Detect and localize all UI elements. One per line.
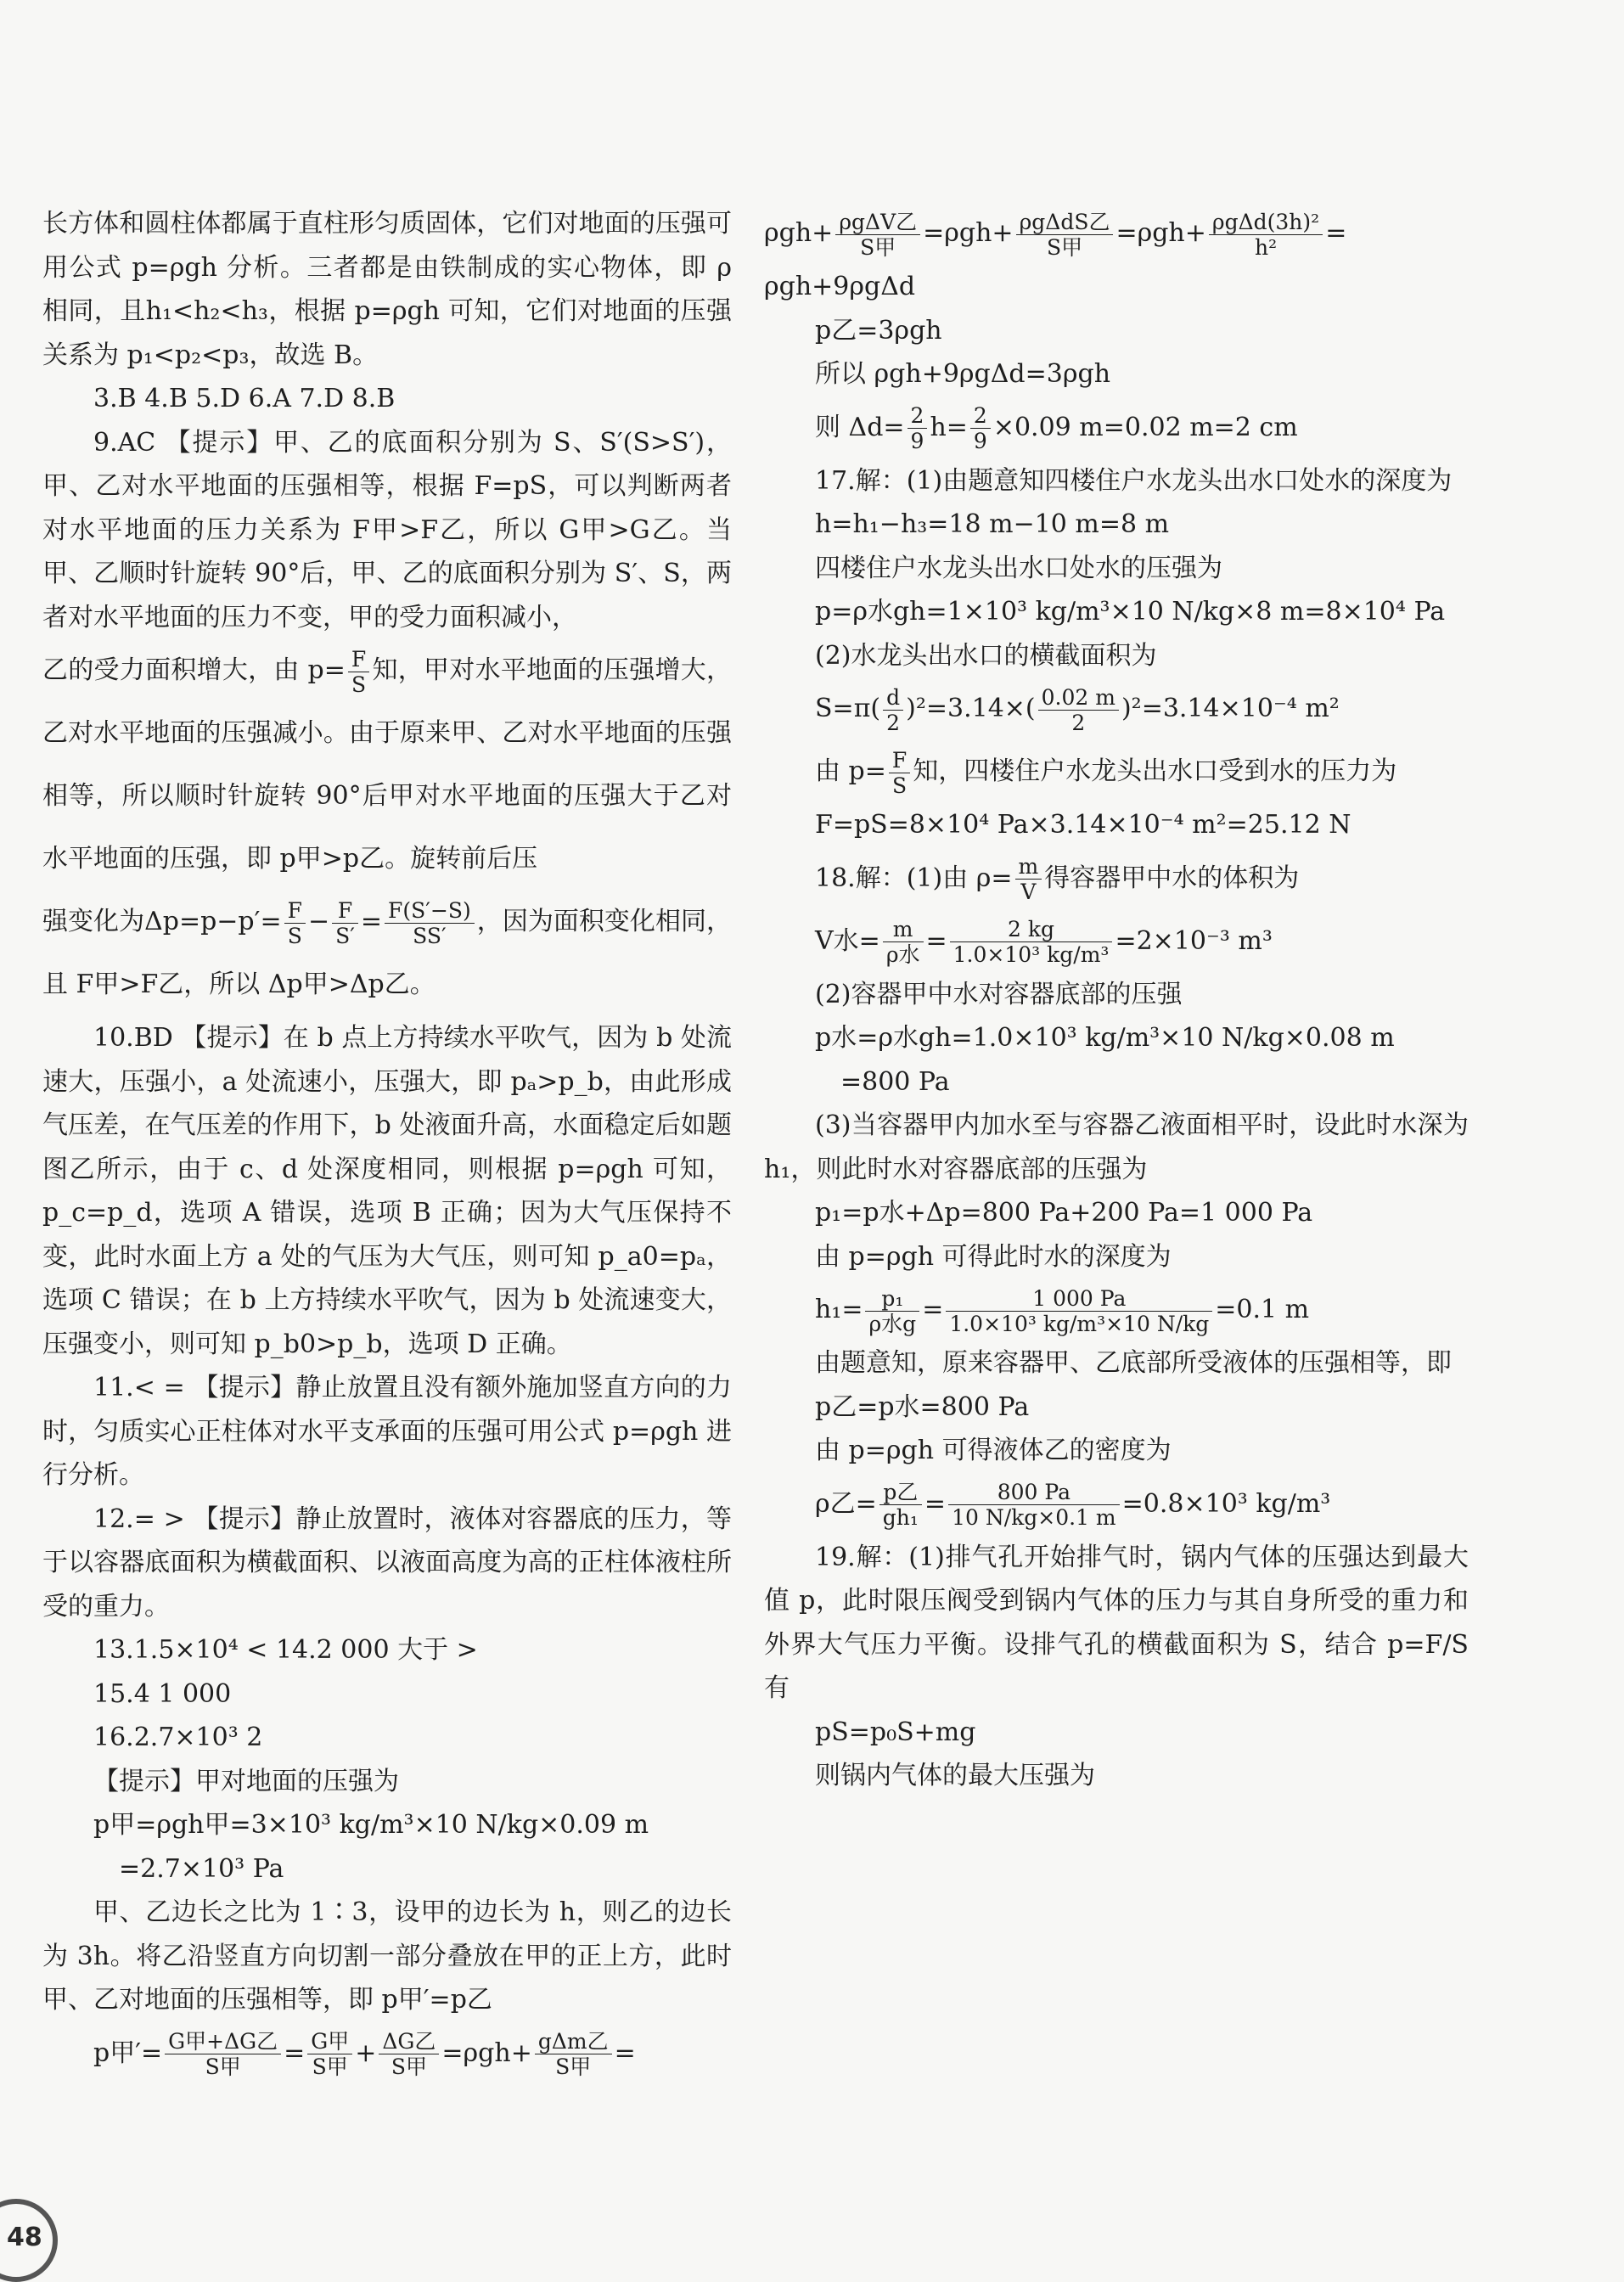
text-line	[764, 910, 1469, 973]
fraction	[379, 2029, 439, 2079]
formula-text: 强变化为Δp=p−p′=	[42, 907, 282, 936]
fraction-denominator: 1.0×10³ kg/m³	[952, 942, 1110, 967]
text-line: pS=p₀S+mg	[815, 1717, 976, 1747]
fraction-denominator: 2	[886, 710, 901, 735]
formula-text: ，因为面积变化相同，且 F甲>F乙，所以 Δp甲>Δp乙。	[42, 907, 733, 999]
formula-text: =	[925, 925, 947, 956]
formula-text: )²=3.14×10⁻⁴ m²	[1121, 694, 1340, 723]
fraction-numerator: 2 kg	[950, 917, 1113, 942]
fraction	[883, 917, 924, 967]
text-line: (3)当容器甲内加水至与容器乙液面相平时，设此时水深为 h₁，则此时水对容器底部的压强为	[764, 1110, 1469, 1184]
formula-text: =ρgh+	[441, 2038, 532, 2068]
fraction	[950, 917, 1113, 967]
fraction-numerator: 2	[908, 403, 928, 429]
formula-text: 知，甲对水平地面的压强增大，乙对水平地面的压强减小。由于原来甲、乙对水平地面的压强相等，所以顺时针旋转 90°后甲对水平地面的压强大于乙对水平地面的压强，即 p甲>p乙。旋转前后压	[42, 655, 732, 874]
fraction-numerator: G甲+ΔG乙	[165, 2029, 281, 2054]
fraction	[1209, 210, 1323, 260]
text-line: (2)水龙头出水口的横截面积为	[815, 640, 1157, 671]
fraction	[889, 748, 910, 798]
text-line	[42, 2022, 732, 2085]
fraction	[1038, 685, 1119, 735]
fraction-numerator: 800 Pa	[948, 1480, 1120, 1505]
fraction	[879, 1480, 922, 1530]
text-line: =2.7×10³ Pa	[119, 1853, 284, 1884]
text-line: 12.= > 【提示】静止放置时，液体对容器底的压力，等于以容器底面积为横截面积、以液面高度为高的正柱体液柱所受的重力。	[42, 1504, 732, 1622]
text-line: 15.4 1 000	[93, 1678, 232, 1709]
fraction-denominator: S甲	[860, 234, 896, 260]
fraction	[908, 403, 928, 453]
fraction-denominator: S甲	[391, 2054, 427, 2079]
fraction-numerator: F	[332, 898, 358, 924]
fraction	[535, 2029, 612, 2079]
formula-text: 则 Δd=	[815, 412, 905, 442]
fraction-numerator: gΔm乙	[535, 2029, 612, 2054]
formula-text: =0.1 m	[1215, 1295, 1310, 1324]
formula-text: =	[360, 907, 383, 936]
fraction	[865, 1286, 919, 1336]
fraction-denominator: S	[351, 672, 367, 697]
text-line: 9.AC 【提示】甲、乙的底面积分别为 S、S′(S>S′)，甲、乙对水平地面的压强相等，根据 F=pS，可以判断两者对水平地面的压力关系为 F甲>F乙，所以 G甲>G乙。当甲、乙顺时针旋转 90°后，甲、乙的底面积分别为 S′、S，两者对水平地面的压力不变，甲的受力面积减小，	[42, 427, 732, 632]
page-number-badge	[0, 2207, 58, 2260]
formula-text: p甲′=	[93, 2038, 163, 2068]
text-line: p乙=p水=800 Pa	[815, 1391, 1030, 1422]
formula-text: h₁=	[815, 1295, 863, 1324]
text-line: p水=ρ水gh=1.0×10³ kg/m³×10 N/kg×0.08 m	[815, 1023, 1395, 1053]
text-line	[42, 639, 732, 891]
text-line: 3.B 4.B 5.D 6.A 7.D 8.B	[93, 384, 396, 413]
fraction-numerator: ρgΔd(3h)²	[1209, 210, 1323, 235]
fraction-numerator: 2	[970, 403, 991, 429]
formula-text: =0.8×10³ kg/m³	[1121, 1488, 1331, 1519]
formula-text: =ρgh+	[923, 218, 1014, 248]
fraction-denominator: S甲	[555, 2054, 592, 2079]
formula-text: ρ乙=	[815, 1488, 877, 1519]
text-line: 由 p=ρgh 可得液体乙的密度为	[815, 1436, 1172, 1465]
fraction-denominator: S甲	[1046, 234, 1083, 260]
text-line: 19.解：(1)排气孔开始排气时，锅内气体的压强达到最大值 p，此时限压阀受到锅内气体的压力与其自身所受的重力和外界大气压力平衡。设排气孔的横截面积为 S，结合 p=F/S 有	[764, 1542, 1469, 1703]
formula-text: 由 p=	[815, 756, 886, 786]
fraction	[1015, 854, 1042, 904]
fraction-numerator: ρgΔdS乙	[1016, 210, 1114, 235]
formula-text: =ρgh+	[1115, 218, 1206, 248]
formula-text: ×0.09 m=0.02 m=2 cm	[992, 412, 1298, 442]
fraction-denominator: 10 N/kg×0.1 m	[952, 1505, 1116, 1530]
text-line: 【提示】甲对地面的压强为	[93, 1766, 399, 1796]
fraction-denominator: 9	[910, 429, 924, 453]
fraction-numerator: m	[1015, 854, 1042, 880]
fraction-denominator: S	[892, 773, 908, 798]
fraction	[946, 1286, 1212, 1336]
text-line: 四楼住户水龙头出水口处水的压强为	[815, 553, 1222, 583]
fraction-denominator: S甲	[312, 2054, 348, 2079]
text-line: (2)容器甲中水对容器底部的压强	[815, 979, 1183, 1009]
text-line	[764, 396, 1469, 459]
text-line: p乙=3ρgh	[815, 315, 942, 346]
fraction-denominator: h²	[1254, 234, 1278, 260]
text-line: 10.BD 【提示】在 b 点上方持续水平吹气，因为 b 处流速大，压强小，a 处流速小，压强大，即 pₐ>p_b，由此形成气压差，在气压差的作用下，b 处液面升高，水面稳定后如题图乙所示，由于 c、d 处深度相同，则根据 p=ρgh 可知，p_c=p_d，选项 A 错误，选项 B 正确；因为大气压保持不变，此时水面上方 a 处的气压为大气压，则可知 p_a0=pₐ，选项 C 错误；在 b 上方持续水平吹气，因为 b 处流速变大，压强变小，则可知 p_b0>p_b，选项 D 正确。	[42, 1023, 732, 1359]
formula-text: h=	[930, 412, 968, 442]
fraction	[348, 647, 369, 697]
text-line: p甲=ρgh甲=3×10³ kg/m³×10 N/kg×0.09 m	[93, 1810, 649, 1840]
text-line: F=pS=8×10⁴ Pa×3.14×10⁻⁴ m²=25.12 N	[815, 810, 1351, 840]
formula-text: =	[924, 1488, 947, 1519]
fraction-numerator: 1 000 Pa	[946, 1286, 1212, 1312]
text-line	[764, 1473, 1469, 1536]
fraction-numerator: F	[348, 647, 369, 672]
text-line	[764, 847, 1469, 910]
fraction-numerator: F(S′−S)	[385, 898, 475, 924]
text-line: 甲、乙边长之比为 1∶3，设甲的边长为 h，则乙的边长为 3h。将乙沿竖直方向切割一部分叠放在甲的正上方，此时甲、乙对地面的压强相等，即 p甲′=p乙	[42, 1897, 732, 2015]
fraction-denominator: gh₁	[882, 1505, 919, 1530]
formula-text: S=π(	[815, 694, 881, 723]
fraction	[332, 898, 358, 948]
text-line	[764, 202, 1469, 265]
formula-text: =	[614, 2038, 636, 2068]
text-line: 则锅内气体的最大压强为	[815, 1761, 1095, 1790]
fraction	[385, 898, 475, 948]
fraction-numerator: 0.02 m	[1038, 685, 1119, 711]
formula-text: 乙的受力面积增大，由 p=	[42, 655, 346, 685]
text-line: 11.< = 【提示】静止放置且没有额外施加竖直方向的力时，匀质实心正柱体对水平支承面的压强可用公式 p=ρgh 进行分析。	[42, 1373, 732, 1490]
fraction-denominator: ρ水g	[868, 1311, 917, 1336]
page-number: 48	[7, 2223, 42, 2252]
fraction	[970, 403, 991, 453]
text-line: 16.2.7×10³ 2	[93, 1723, 263, 1752]
text-line: 长方体和圆柱体都属于直柱形匀质固体，它们对地面的压强可用公式 p=ρgh 分析。三者都是由铁制成的实心物体，即 ρ 相同，且h₁<h₂<h₃，根据 p=ρgh 可知，它们对地面的压强关系为 p₁<p₂<p₃，故选 B。	[42, 209, 732, 370]
fraction	[948, 1480, 1120, 1530]
text-line: 由 p=ρgh 可得此时水的深度为	[815, 1241, 1172, 1272]
fraction-denominator: V	[1020, 880, 1037, 904]
formula-text: =2×10⁻³ m³	[1115, 925, 1273, 956]
fraction	[883, 685, 903, 735]
text-line: 13.1.5×10⁴ < 14.2 000 大于 >	[93, 1635, 478, 1665]
text-line: p=ρ水gh=1×10³ kg/m³×10 N/kg×8 m=8×10⁴ Pa	[815, 597, 1446, 627]
text-line	[764, 740, 1469, 803]
formula-text: 得容器甲中水的体积为	[1044, 863, 1300, 893]
formula-text: −	[307, 907, 330, 936]
text-line: 由题意知，原来容器甲、乙底部所受液体的压强相等，即	[815, 1348, 1452, 1378]
fraction	[284, 898, 306, 948]
fraction	[835, 210, 920, 260]
fraction-numerator: ΔG乙	[379, 2029, 439, 2054]
fraction-denominator: ρ水	[885, 942, 920, 967]
fraction-denominator: S	[287, 923, 302, 948]
text-line: =800 Pa	[840, 1066, 950, 1097]
fraction-denominator: 1.0×10³ kg/m³×10 N/kg	[949, 1311, 1210, 1336]
fraction-numerator: G甲	[307, 2029, 352, 2054]
formula-text: +	[355, 2038, 377, 2068]
fraction-numerator: F	[284, 898, 306, 924]
formula-text: =	[922, 1295, 944, 1324]
fraction-numerator: p乙	[879, 1480, 922, 1505]
left-column	[42, 202, 732, 2085]
right-column	[764, 202, 1469, 1798]
formula-text: )²=3.14×(	[906, 694, 1036, 723]
fraction-denominator: S甲	[205, 2054, 241, 2079]
text-line: 所以 ρgh+9ρgΔd=3ρgh	[815, 359, 1111, 389]
fraction-denominator: 9	[973, 429, 987, 453]
text-line	[764, 1279, 1469, 1341]
fraction	[165, 2029, 281, 2079]
fraction-numerator: F	[889, 748, 910, 773]
fraction-numerator: p₁	[865, 1286, 919, 1312]
text-line: p₁=p水+Δp=800 Pa+200 Pa=1 000 Pa	[815, 1198, 1313, 1228]
formula-text: V水=	[815, 925, 880, 956]
formula-text: ρgh+	[764, 218, 834, 248]
fraction	[1016, 210, 1114, 260]
text-line: h=h₁−h₃=18 m−10 m=8 m	[815, 509, 1170, 539]
formula-text: =	[1325, 218, 1347, 248]
formula-text: 18.解：(1)由 ρ=	[815, 863, 1013, 893]
fraction-denominator: 2	[1071, 710, 1086, 735]
fraction-denominator: S′	[335, 923, 355, 948]
fraction-numerator: ρgΔV乙	[835, 210, 920, 235]
text-line: ρgh+9ρgΔd	[764, 272, 916, 301]
fraction-numerator: d	[883, 685, 903, 711]
fraction-denominator: SS′	[413, 923, 447, 948]
fraction	[307, 2029, 352, 2079]
fraction-numerator: m	[883, 917, 924, 942]
formula-text: =	[284, 2038, 306, 2068]
text-line: 17.解：(1)由题意知四楼住户水龙头出水口处水的深度为	[815, 465, 1453, 496]
text-line	[764, 677, 1469, 740]
text-line	[42, 891, 732, 1016]
formula-text: 知，四楼住户水龙头出水口受到水的压力为	[913, 756, 1397, 786]
